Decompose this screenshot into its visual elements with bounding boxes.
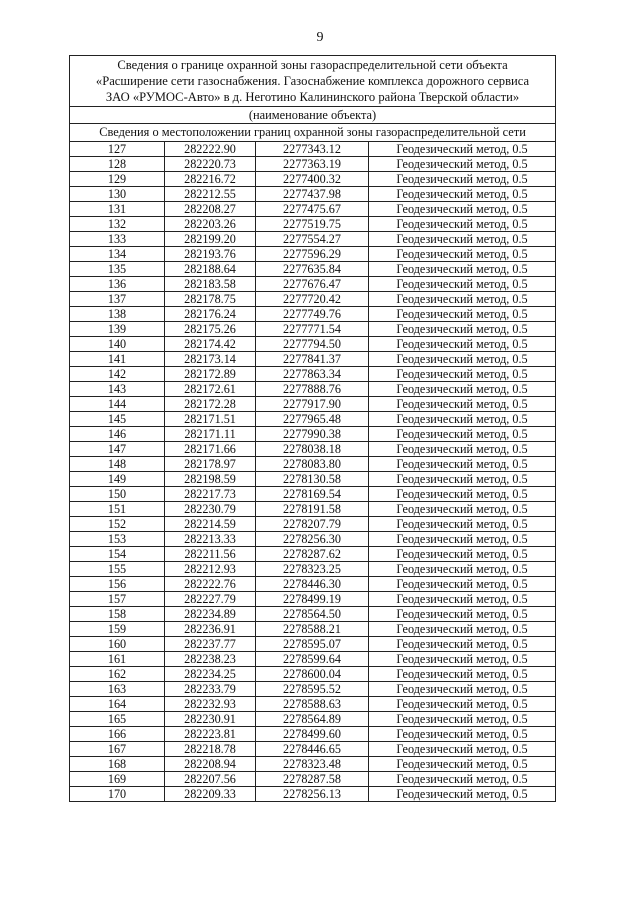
x-coordinate-cell: 282227.79: [165, 592, 256, 607]
point-number-cell: 146: [70, 427, 165, 442]
y-coordinate-cell: 2278256.30: [256, 532, 369, 547]
method-accuracy-cell: Геодезический метод, 0.5: [369, 142, 556, 157]
x-coordinate-cell: 282237.77: [165, 637, 256, 652]
y-coordinate-cell: 2277635.84: [256, 262, 369, 277]
x-coordinate-cell: 282173.14: [165, 352, 256, 367]
y-coordinate-cell: 2277363.19: [256, 157, 369, 172]
point-number-cell: 161: [70, 652, 165, 667]
table-row: [70, 772, 556, 787]
x-coordinate-cell: 282222.90: [165, 142, 256, 157]
table-body: [70, 56, 556, 802]
x-coordinate-cell: 282209.33: [165, 787, 256, 802]
table-row: [70, 652, 556, 667]
method-accuracy-cell: Геодезический метод, 0.5: [369, 292, 556, 307]
method-accuracy-cell: Геодезический метод, 0.5: [369, 727, 556, 742]
title-line-2: «Расширение сети газоснабжения. Газоснабжение комплекса дорожного сервиса: [95, 74, 530, 88]
point-number-cell: 168: [70, 757, 165, 772]
x-coordinate-cell: 282172.28: [165, 397, 256, 412]
method-accuracy-cell: Геодезический метод, 0.5: [369, 427, 556, 442]
x-coordinate-cell: 282230.91: [165, 712, 256, 727]
table-row: [70, 667, 556, 682]
y-coordinate-cell: 2278499.60: [256, 727, 369, 742]
point-number-cell: 164: [70, 697, 165, 712]
y-coordinate-cell: 2278191.58: [256, 502, 369, 517]
x-coordinate-cell: 282207.56: [165, 772, 256, 787]
table-row: [70, 217, 556, 232]
table-row: [70, 322, 556, 337]
y-coordinate-cell: 2277990.38: [256, 427, 369, 442]
x-coordinate-cell: 282211.56: [165, 547, 256, 562]
x-coordinate-cell: 282172.89: [165, 367, 256, 382]
table-row: [70, 142, 556, 157]
y-coordinate-cell: 2278588.21: [256, 622, 369, 637]
x-coordinate-cell: 282223.81: [165, 727, 256, 742]
x-coordinate-cell: 282178.97: [165, 457, 256, 472]
table-row: [70, 787, 556, 802]
method-accuracy-cell: Геодезический метод, 0.5: [369, 757, 556, 772]
x-coordinate-cell: 282199.20: [165, 232, 256, 247]
table-row: [70, 562, 556, 577]
y-coordinate-cell: 2277720.42: [256, 292, 369, 307]
method-accuracy-cell: Геодезический метод, 0.5: [369, 307, 556, 322]
title-line-1: Сведения о границе охранной зоны газораспределительной сети объекта: [117, 58, 508, 72]
table-row: [70, 277, 556, 292]
x-coordinate-cell: 282236.91: [165, 622, 256, 637]
y-coordinate-cell: 2278256.13: [256, 787, 369, 802]
page-number: 9: [316, 30, 324, 45]
x-coordinate-cell: 282214.59: [165, 517, 256, 532]
table-row: [70, 382, 556, 397]
point-number-cell: 142: [70, 367, 165, 382]
method-accuracy-cell: Геодезический метод, 0.5: [369, 517, 556, 532]
method-accuracy-cell: Геодезический метод, 0.5: [369, 592, 556, 607]
x-coordinate-cell: 282212.93: [165, 562, 256, 577]
point-number-cell: 162: [70, 667, 165, 682]
table-row: [70, 742, 556, 757]
y-coordinate-cell: 2277749.76: [256, 307, 369, 322]
method-accuracy-cell: Геодезический метод, 0.5: [369, 532, 556, 547]
x-coordinate-cell: 282193.76: [165, 247, 256, 262]
x-coordinate-cell: 282218.78: [165, 742, 256, 757]
x-coordinate-cell: 282230.79: [165, 502, 256, 517]
point-number-cell: 135: [70, 262, 165, 277]
y-coordinate-cell: 2277888.76: [256, 382, 369, 397]
point-number-cell: 138: [70, 307, 165, 322]
point-number-cell: 148: [70, 457, 165, 472]
point-number-cell: 166: [70, 727, 165, 742]
y-coordinate-cell: 2277863.34: [256, 367, 369, 382]
point-number-cell: 143: [70, 382, 165, 397]
boundary-table: [69, 55, 556, 802]
section-row: [70, 124, 556, 142]
y-coordinate-cell: 2278130.58: [256, 472, 369, 487]
point-number-cell: 141: [70, 352, 165, 367]
point-number-cell: 134: [70, 247, 165, 262]
point-number-cell: 132: [70, 217, 165, 232]
method-accuracy-cell: Геодезический метод, 0.5: [369, 562, 556, 577]
table-row: [70, 427, 556, 442]
point-number-cell: 152: [70, 517, 165, 532]
table-row: [70, 697, 556, 712]
table-row: [70, 502, 556, 517]
table-row: [70, 757, 556, 772]
method-accuracy-cell: Геодезический метод, 0.5: [369, 382, 556, 397]
method-accuracy-cell: Геодезический метод, 0.5: [369, 487, 556, 502]
y-coordinate-cell: 2278588.63: [256, 697, 369, 712]
table-row: [70, 577, 556, 592]
method-accuracy-cell: Геодезический метод, 0.5: [369, 367, 556, 382]
y-coordinate-cell: 2277596.29: [256, 247, 369, 262]
table-row: [70, 547, 556, 562]
y-coordinate-cell: 2278564.50: [256, 607, 369, 622]
method-accuracy-cell: Геодезический метод, 0.5: [369, 472, 556, 487]
table-row: [70, 622, 556, 637]
x-coordinate-cell: 282172.61: [165, 382, 256, 397]
y-coordinate-cell: 2278499.19: [256, 592, 369, 607]
x-coordinate-cell: 282213.33: [165, 532, 256, 547]
point-number-cell: 130: [70, 187, 165, 202]
method-accuracy-cell: Геодезический метод, 0.5: [369, 667, 556, 682]
method-accuracy-cell: Геодезический метод, 0.5: [369, 232, 556, 247]
y-coordinate-cell: 2278599.64: [256, 652, 369, 667]
y-coordinate-cell: 2277519.75: [256, 217, 369, 232]
x-coordinate-cell: 282217.73: [165, 487, 256, 502]
table-row: [70, 307, 556, 322]
x-coordinate-cell: 282212.55: [165, 187, 256, 202]
x-coordinate-cell: 282183.58: [165, 277, 256, 292]
method-accuracy-cell: Геодезический метод, 0.5: [369, 637, 556, 652]
method-accuracy-cell: Геодезический метод, 0.5: [369, 157, 556, 172]
point-number-cell: 136: [70, 277, 165, 292]
y-coordinate-cell: 2277554.27: [256, 232, 369, 247]
method-accuracy-cell: Геодезический метод, 0.5: [369, 187, 556, 202]
method-accuracy-cell: Геодезический метод, 0.5: [369, 712, 556, 727]
x-coordinate-cell: 282234.89: [165, 607, 256, 622]
section-title: Сведения о местоположении границ охранной зоны газораспределительной сети: [70, 124, 556, 142]
method-accuracy-cell: Геодезический метод, 0.5: [369, 277, 556, 292]
table-row: [70, 727, 556, 742]
table-row: [70, 247, 556, 262]
table-row: [70, 262, 556, 277]
point-number-cell: 169: [70, 772, 165, 787]
x-coordinate-cell: 282203.26: [165, 217, 256, 232]
point-number-cell: 153: [70, 532, 165, 547]
point-number-cell: 159: [70, 622, 165, 637]
y-coordinate-cell: 2278207.79: [256, 517, 369, 532]
x-coordinate-cell: 282171.66: [165, 442, 256, 457]
point-number-cell: 151: [70, 502, 165, 517]
table-row: [70, 337, 556, 352]
table-row: [70, 712, 556, 727]
method-accuracy-cell: Геодезический метод, 0.5: [369, 682, 556, 697]
method-accuracy-cell: Геодезический метод, 0.5: [369, 607, 556, 622]
x-coordinate-cell: 282198.59: [165, 472, 256, 487]
y-coordinate-cell: 2278169.54: [256, 487, 369, 502]
point-number-cell: 154: [70, 547, 165, 562]
x-coordinate-cell: 282171.11: [165, 427, 256, 442]
table-row: [70, 592, 556, 607]
point-number-cell: 145: [70, 412, 165, 427]
method-accuracy-cell: Геодезический метод, 0.5: [369, 652, 556, 667]
table-row: [70, 487, 556, 502]
y-coordinate-cell: 2278595.52: [256, 682, 369, 697]
y-coordinate-cell: 2277965.48: [256, 412, 369, 427]
table-row: [70, 232, 556, 247]
table-row: [70, 532, 556, 547]
y-coordinate-cell: 2278564.89: [256, 712, 369, 727]
x-coordinate-cell: 282233.79: [165, 682, 256, 697]
table-row: [70, 292, 556, 307]
point-number-cell: 167: [70, 742, 165, 757]
method-accuracy-cell: Геодезический метод, 0.5: [369, 262, 556, 277]
x-coordinate-cell: 282216.72: [165, 172, 256, 187]
point-number-cell: 131: [70, 202, 165, 217]
subtitle-row: [70, 107, 556, 124]
x-coordinate-cell: 282222.76: [165, 577, 256, 592]
document-title: [70, 56, 556, 107]
method-accuracy-cell: Геодезический метод, 0.5: [369, 172, 556, 187]
point-number-cell: 165: [70, 712, 165, 727]
method-accuracy-cell: Геодезический метод, 0.5: [369, 457, 556, 472]
method-accuracy-cell: Геодезический метод, 0.5: [369, 742, 556, 757]
y-coordinate-cell: 2278287.58: [256, 772, 369, 787]
object-name-caption: (наименование объекта): [70, 107, 556, 124]
point-number-cell: 160: [70, 637, 165, 652]
y-coordinate-cell: 2277437.98: [256, 187, 369, 202]
y-coordinate-cell: 2277917.90: [256, 397, 369, 412]
y-coordinate-cell: 2278287.62: [256, 547, 369, 562]
table-row: [70, 457, 556, 472]
x-coordinate-cell: 282234.25: [165, 667, 256, 682]
point-number-cell: 147: [70, 442, 165, 457]
table-row: [70, 682, 556, 697]
point-number-cell: 137: [70, 292, 165, 307]
method-accuracy-cell: Геодезический метод, 0.5: [369, 787, 556, 802]
y-coordinate-cell: 2278446.30: [256, 577, 369, 592]
method-accuracy-cell: Геодезический метод, 0.5: [369, 247, 556, 262]
x-coordinate-cell: 282174.42: [165, 337, 256, 352]
table-row: [70, 442, 556, 457]
x-coordinate-cell: 282171.51: [165, 412, 256, 427]
y-coordinate-cell: 2278038.18: [256, 442, 369, 457]
point-number-cell: 163: [70, 682, 165, 697]
method-accuracy-cell: Геодезический метод, 0.5: [369, 772, 556, 787]
point-number-cell: 133: [70, 232, 165, 247]
x-coordinate-cell: 282176.24: [165, 307, 256, 322]
y-coordinate-cell: 2278083.80: [256, 457, 369, 472]
y-coordinate-cell: 2277841.37: [256, 352, 369, 367]
point-number-cell: 149: [70, 472, 165, 487]
method-accuracy-cell: Геодезический метод, 0.5: [369, 697, 556, 712]
x-coordinate-cell: 282208.94: [165, 757, 256, 772]
table-row: [70, 517, 556, 532]
x-coordinate-cell: 282178.75: [165, 292, 256, 307]
point-number-cell: 157: [70, 592, 165, 607]
method-accuracy-cell: Геодезический метод, 0.5: [369, 412, 556, 427]
table-row: [70, 352, 556, 367]
table-row: [70, 202, 556, 217]
table-row: [70, 397, 556, 412]
point-number-cell: 129: [70, 172, 165, 187]
table-row: [70, 412, 556, 427]
method-accuracy-cell: Геодезический метод, 0.5: [369, 352, 556, 367]
x-coordinate-cell: 282188.64: [165, 262, 256, 277]
method-accuracy-cell: Геодезический метод, 0.5: [369, 622, 556, 637]
y-coordinate-cell: 2277676.47: [256, 277, 369, 292]
method-accuracy-cell: Геодезический метод, 0.5: [369, 397, 556, 412]
point-number-cell: 127: [70, 142, 165, 157]
method-accuracy-cell: Геодезический метод, 0.5: [369, 577, 556, 592]
point-number-cell: 140: [70, 337, 165, 352]
point-number-cell: 158: [70, 607, 165, 622]
y-coordinate-cell: 2277794.50: [256, 337, 369, 352]
y-coordinate-cell: 2278323.25: [256, 562, 369, 577]
y-coordinate-cell: 2278595.07: [256, 637, 369, 652]
point-number-cell: 156: [70, 577, 165, 592]
title-line-3: ЗАО «РУМОС-Авто» в д. Неготино Калининского района Тверской области»: [105, 90, 520, 104]
point-number-cell: 155: [70, 562, 165, 577]
x-coordinate-cell: 282232.93: [165, 697, 256, 712]
x-coordinate-cell: 282220.73: [165, 157, 256, 172]
point-number-cell: 144: [70, 397, 165, 412]
y-coordinate-cell: 2277771.54: [256, 322, 369, 337]
table-row: [70, 607, 556, 622]
method-accuracy-cell: Геодезический метод, 0.5: [369, 337, 556, 352]
x-coordinate-cell: 282175.26: [165, 322, 256, 337]
point-number-cell: 150: [70, 487, 165, 502]
method-accuracy-cell: Геодезический метод, 0.5: [369, 202, 556, 217]
point-number-cell: 128: [70, 157, 165, 172]
y-coordinate-cell: 2278323.48: [256, 757, 369, 772]
header-row: [70, 56, 556, 107]
y-coordinate-cell: 2278600.04: [256, 667, 369, 682]
x-coordinate-cell: 282208.27: [165, 202, 256, 217]
y-coordinate-cell: 2277343.12: [256, 142, 369, 157]
table-row: [70, 472, 556, 487]
method-accuracy-cell: Геодезический метод, 0.5: [369, 217, 556, 232]
table-row: [70, 637, 556, 652]
method-accuracy-cell: Геодезический метод, 0.5: [369, 322, 556, 337]
table-row: [70, 172, 556, 187]
y-coordinate-cell: 2277475.67: [256, 202, 369, 217]
table-row: [70, 187, 556, 202]
y-coordinate-cell: 2278446.65: [256, 742, 369, 757]
table-row: [70, 157, 556, 172]
y-coordinate-cell: 2277400.32: [256, 172, 369, 187]
point-number-cell: 170: [70, 787, 165, 802]
method-accuracy-cell: Геодезический метод, 0.5: [369, 502, 556, 517]
table-row: [70, 367, 556, 382]
method-accuracy-cell: Геодезический метод, 0.5: [369, 442, 556, 457]
method-accuracy-cell: Геодезический метод, 0.5: [369, 547, 556, 562]
point-number-cell: 139: [70, 322, 165, 337]
x-coordinate-cell: 282238.23: [165, 652, 256, 667]
